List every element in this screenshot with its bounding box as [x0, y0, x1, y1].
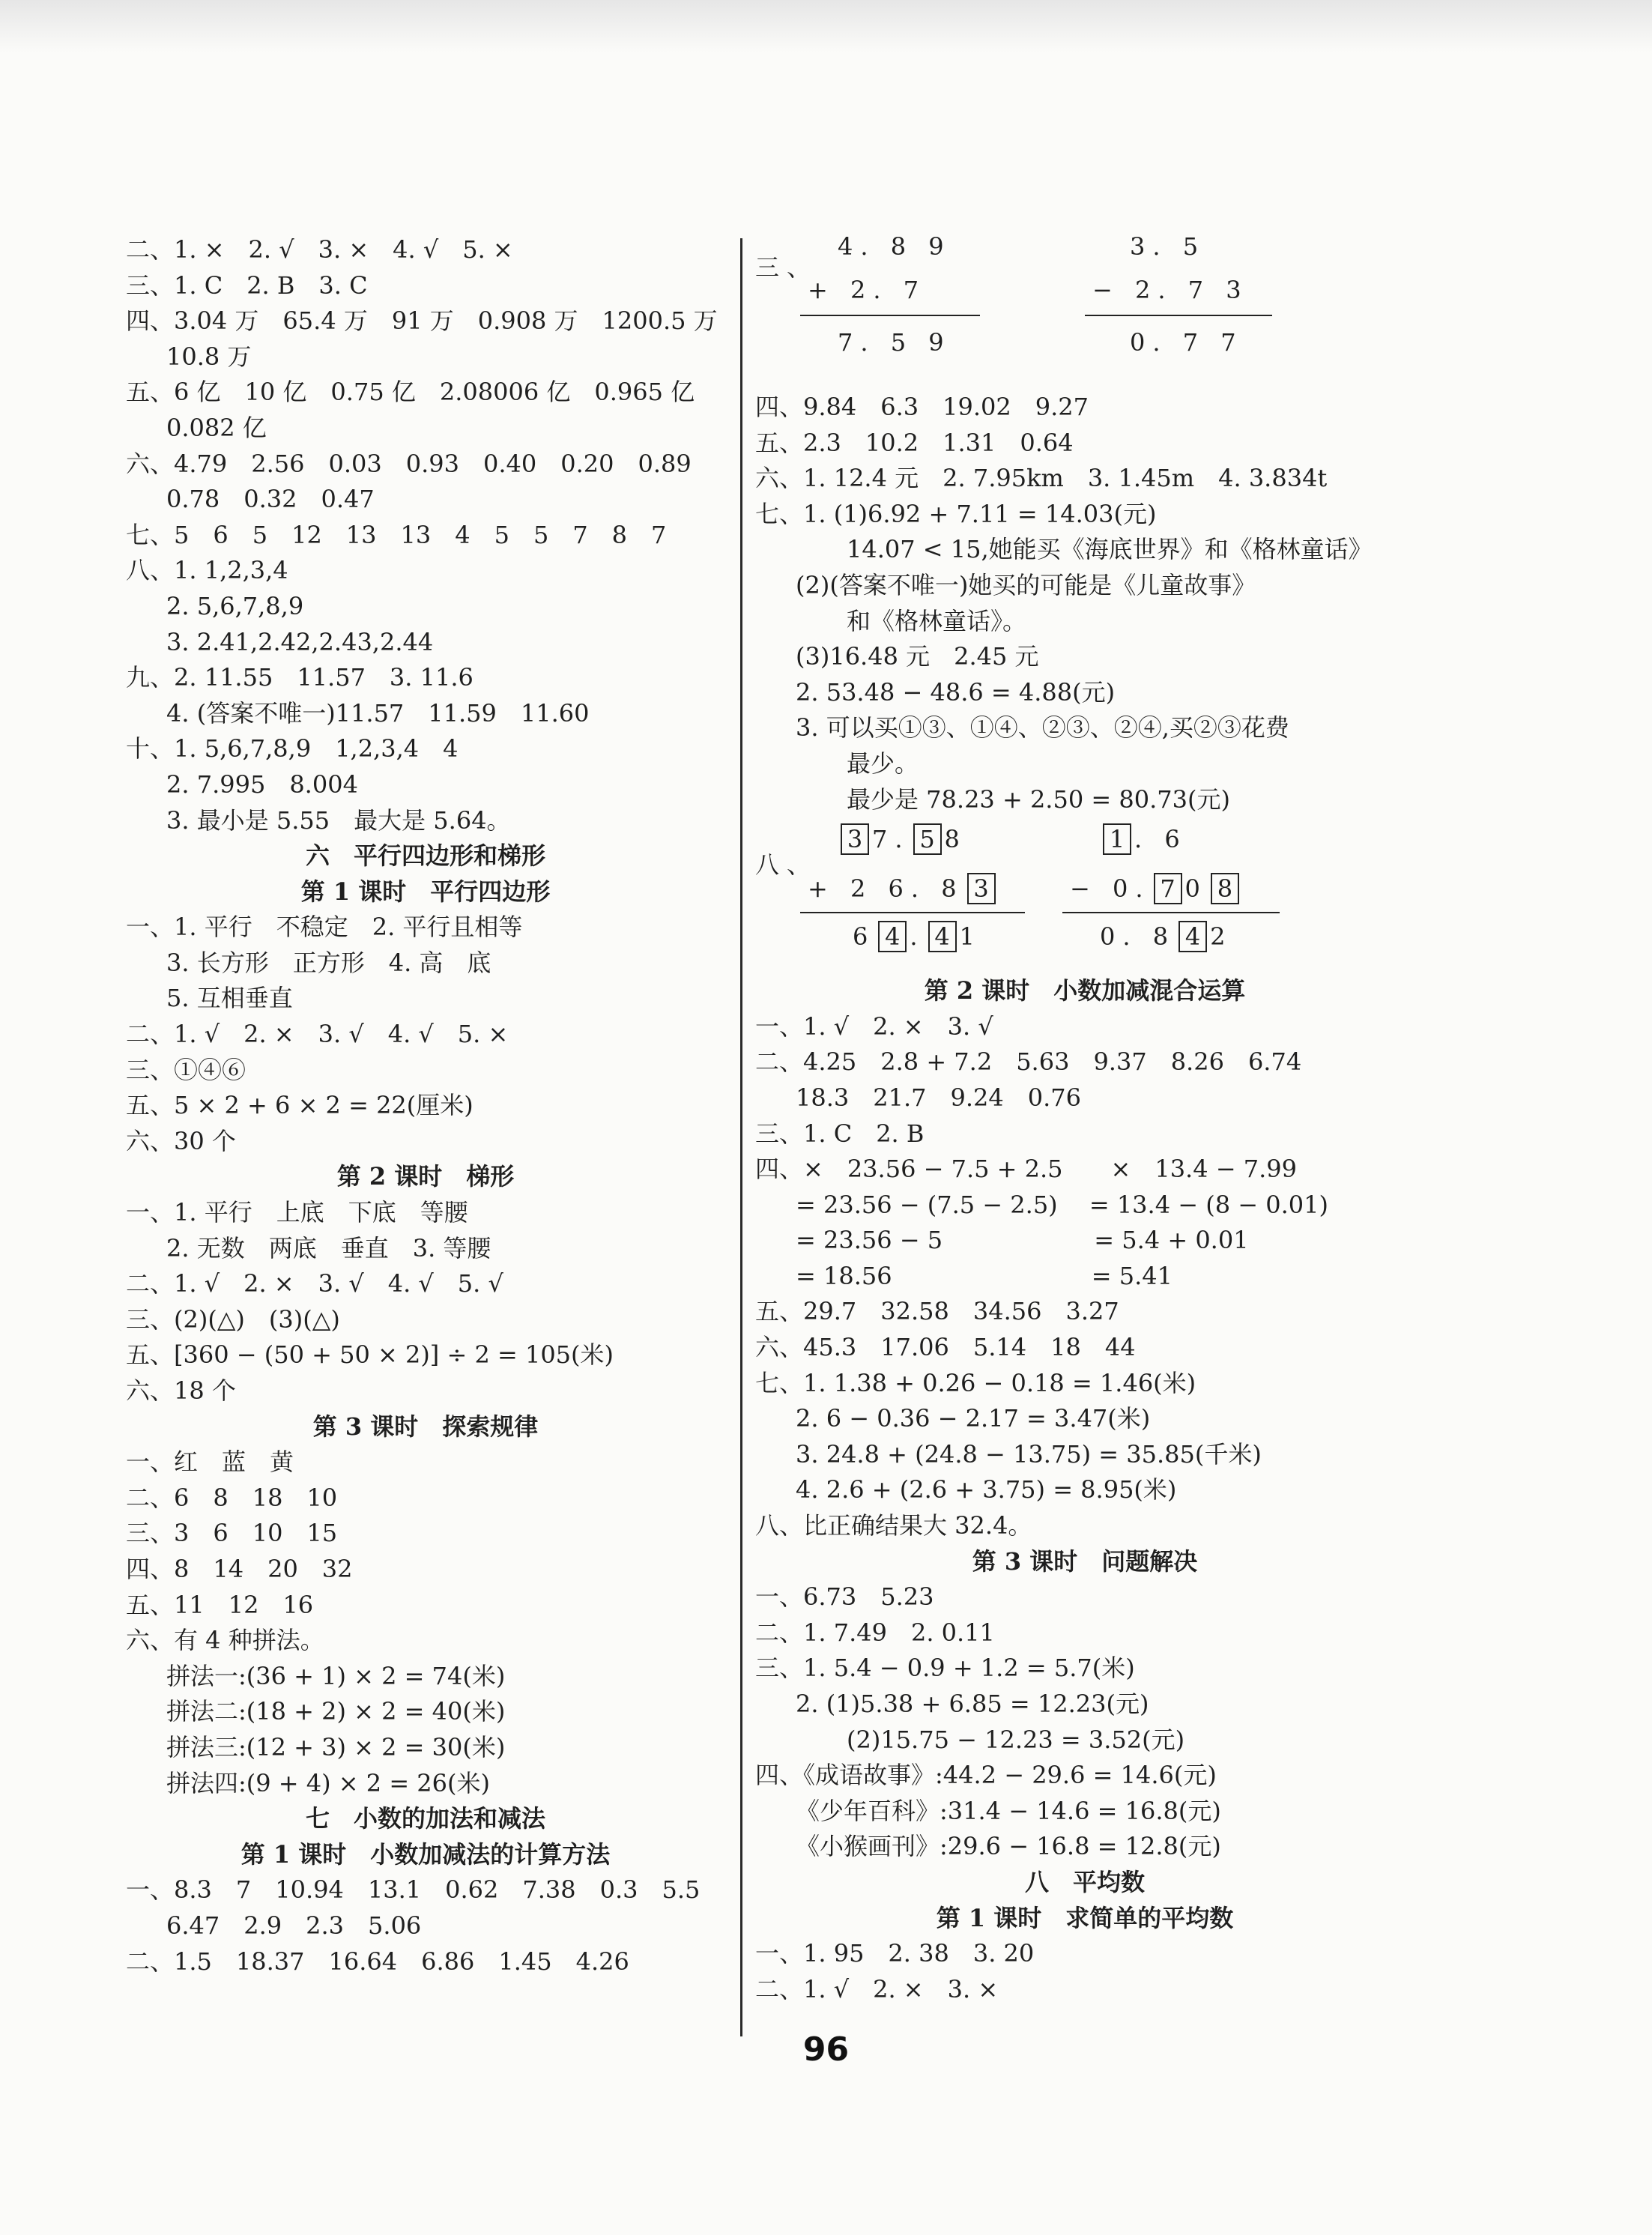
answer-line: 4. 2.6 + (2.6 + 3.75) = 8.95(米) — [796, 1475, 1177, 1504]
answer-line: 一、1. 平行 不稳定 2. 平行且相等 — [126, 913, 523, 942]
blank-box: 3 — [967, 873, 996, 904]
answer-line: 一、8.3 7 10.94 13.1 0.62 7.38 0.3 5.5 — [126, 1875, 701, 1905]
answer-line: 2. 6 − 0.36 − 2.17 = 3.47(米) — [796, 1404, 1151, 1433]
answer-line: 3. 长方形 正方形 4. 高 底 — [166, 948, 491, 977]
calc-a-result: 7. 5 9 — [838, 328, 951, 357]
answer-line: 六、30 个 — [126, 1126, 236, 1155]
page-top-shadow — [0, 0, 1652, 52]
calc2-a-res-mid: . — [910, 922, 925, 952]
blank-box: 3 — [841, 823, 869, 855]
answer-line: 七、1. (1)6.92 + 7.11 = 14.03(元) — [755, 499, 1157, 528]
calc2-a-op-text: + 2 6. 8 — [808, 874, 964, 904]
calc2-b-res-post: 2 — [1210, 922, 1233, 952]
section-heading: 第 3 课时 问题解决 — [972, 1546, 1198, 1576]
answer-line: 拼法四:(9 + 4) × 2 = 26(米) — [166, 1768, 490, 1797]
section-heading: 第 2 课时 小数加减混合运算 — [924, 976, 1246, 1005]
blank-box: 8 — [1211, 873, 1239, 904]
answer-line: 拼法二:(18 + 2) × 2 = 40(米) — [166, 1697, 506, 1726]
answer-line: 3. 2.41,2.42,2.43,2.44 — [166, 627, 434, 656]
blank-box: 5 — [913, 823, 942, 855]
calc-a-op: + 2. 7 — [808, 276, 927, 304]
answer-line: 六、4.79 2.56 0.03 0.93 0.40 0.20 0.89 — [126, 449, 692, 478]
calc2-b-bar — [1062, 912, 1280, 913]
answer-line: 十、1. 5,6,7,8,9 1,2,3,4 4 — [126, 734, 459, 763]
answer-line: 三、1. 5.4 − 0.9 + 1.2 = 5.7(米) — [755, 1654, 1135, 1683]
answer-line: 二、4.25 2.8 + 7.2 5.63 9.37 8.26 6.74 — [755, 1047, 1302, 1077]
calc2-a-top — [838, 823, 967, 855]
answer-line: 七、1. 1.38 + 0.26 − 0.18 = 1.46(米) — [755, 1368, 1196, 1397]
calc-a-top: 4. 8 9 — [838, 232, 951, 261]
answer-line: 一、6.73 5.23 — [755, 1582, 934, 1612]
answer-line: 18.3 21.7 9.24 0.76 — [796, 1083, 1082, 1112]
calc2-b-res-pre: 0. 8 — [1100, 922, 1176, 952]
answer-line: 八、1. 1,2,3,4 — [126, 556, 288, 585]
answer-line: 五、11 12 16 — [126, 1590, 314, 1619]
answer-line: 四、9.84 6.3 19.02 9.27 — [755, 393, 1089, 421]
section-heading: 六 平行四边形和梯形 — [305, 841, 545, 871]
answer-line: 三、1. C 2. B 3. C — [126, 270, 368, 300]
answer-line: 二、1. × 2. √ 3. × 4. √ 5. × — [126, 235, 513, 264]
answer-line: 2. (1)5.38 + 6.85 = 12.23(元) — [796, 1690, 1149, 1718]
calc-b-top: 3. 5 — [1130, 232, 1206, 261]
calc-a-bar — [800, 315, 980, 316]
answer-line: 三、3 6 10 15 — [126, 1519, 338, 1548]
answer-line: 4. (答案不唯一)11.57 11.59 11.60 — [166, 698, 590, 728]
right-column — [755, 232, 1415, 2007]
answer-line: 五、29.7 32.58 34.56 3.27 — [755, 1297, 1119, 1326]
answer-line: 四、《成语故事》:44.2 − 29.6 = 14.6(元) — [755, 1761, 1217, 1790]
answer-line: 一、1. 95 2. 38 3. 20 — [755, 1939, 1035, 1968]
blank-box: 1 — [1103, 823, 1131, 855]
answer-line: 三、1. C 2. B — [755, 1119, 925, 1148]
calc2-a-result — [853, 921, 982, 952]
blank-box: 4 — [928, 921, 957, 952]
answer-line: 最少。 — [847, 748, 919, 778]
answer-line: 拼法一:(36 + 1) × 2 = 74(米) — [166, 1661, 506, 1690]
calc2-a-res-post: 1 — [959, 922, 982, 952]
answer-line: 10.8 万 — [166, 342, 252, 371]
column-divider — [740, 238, 742, 2036]
section-heading: 第 1 课时 小数加减法的计算方法 — [240, 1839, 611, 1869]
answer-line: 二、1. √ 2. × 3. √ 4. √ 5. √ — [126, 1269, 503, 1298]
answer-line: 3. 最小是 5.55 最大是 5.64。 — [166, 805, 511, 835]
blank-box: 4 — [878, 921, 907, 952]
answer-line: 二、1.5 18.37 16.64 6.86 1.45 4.26 — [126, 1947, 629, 1976]
answer-line: 八、比正确结果大 32.4。 — [755, 1511, 1032, 1540]
answer-line: 六、1. 12.4 元 2. 7.95km 3. 1.45m 4. 3.834t — [755, 464, 1328, 493]
answer-line: 五、5 × 2 + 6 × 2 = 22(厘米) — [126, 1091, 473, 1120]
section-heading: 第 1 课时 求简单的平均数 — [936, 1903, 1234, 1932]
blank-box: 7 — [1154, 873, 1182, 904]
answer-line: 3. 24.8 + (24.8 − 13.75) = 35.85(千米) — [796, 1439, 1262, 1469]
calc-label: 三、 — [755, 253, 819, 282]
answer-line: 四、3.04 万 65.4 万 91 万 0.908 万 1200.5 万 — [126, 306, 718, 336]
calc2-a-res-pre: 6 — [853, 922, 876, 952]
right-bottom-answers — [755, 973, 1415, 2007]
right-middle-answers — [755, 390, 1415, 817]
answer-line: 二、1. √ 2. × 3. √ 4. √ 5. × — [126, 1020, 509, 1049]
answer-line: 六、45.3 17.06 5.14 18 44 — [755, 1333, 1136, 1362]
answer-line: 一、1. √ 2. × 3. √ — [755, 1011, 993, 1041]
answer-line: 14.07 < 15,她能买《海底世界》和《格林童话》 — [847, 535, 1373, 564]
calc2-a-post: 8 — [944, 825, 967, 854]
calc2-b-post: . 6 — [1134, 825, 1187, 854]
answer-line: 2. 无数 两底 垂直 3. 等腰 — [166, 1233, 491, 1262]
calc-b-op: − 2. 7 3 — [1092, 276, 1249, 304]
calc2-b-op — [1070, 873, 1242, 904]
section-heading: 第 1 课时 平行四边形 — [300, 877, 551, 906]
answer-line: 六、18 个 — [126, 1376, 236, 1405]
answer-line: 四、8 14 20 32 — [126, 1554, 353, 1583]
answer-line: (2)(答案不唯一)她买的可能是《儿童故事》 — [796, 570, 1256, 599]
vertical-calculation-3 — [755, 232, 1415, 390]
answer-line: 3. 可以买①③、①④、②③、②④,买②③花费 — [796, 713, 1289, 743]
calc2-label: 八、 — [755, 850, 819, 880]
calc-b-bar — [1085, 315, 1272, 316]
answer-line: 0.78 0.32 0.47 — [166, 485, 375, 514]
section-heading: 八 平均数 — [1024, 1867, 1145, 1896]
calc2-b-mid: 0 — [1184, 874, 1208, 904]
answer-line: 四、× 23.56 − 7.5 + 2.5 × 13.4 − 7.99 — [755, 1155, 1297, 1184]
answer-line: 二、6 8 18 10 — [126, 1483, 338, 1512]
answer-line: (3)16.48 元 2.45 元 — [796, 642, 1039, 671]
answer-line: 2. 5,6,7,8,9 — [166, 591, 304, 620]
vertical-calculation-8 — [755, 823, 1415, 973]
answer-line: 拼法三:(12 + 3) × 2 = 30(米) — [166, 1732, 506, 1761]
answer-line: 九、2. 11.55 11.57 3. 11.6 — [126, 663, 473, 692]
blank-box: 4 — [1179, 921, 1207, 952]
left-column — [126, 232, 725, 1980]
calc2-b-op-text: − 0. — [1070, 874, 1151, 904]
section-heading: 七 小数的加法和减法 — [305, 1804, 545, 1833]
answer-line: 二、1. √ 2. × 3. × — [755, 1974, 999, 2003]
answer-line: 《少年百科》:31.4 − 14.6 = 16.8(元) — [796, 1796, 1221, 1825]
answer-line: 2. 53.48 − 48.6 = 4.88(元) — [796, 677, 1116, 707]
calc-b-result: 0. 7 7 — [1130, 328, 1244, 357]
answer-line: = 18.56 = 5.41 — [796, 1261, 1173, 1290]
calc2-a-op — [808, 873, 999, 904]
section-heading: 第 2 课时 梯形 — [336, 1162, 515, 1191]
answer-line: 七、5 6 5 12 13 13 4 5 5 7 8 7 — [126, 520, 667, 549]
answer-line: 五、2.3 10.2 1.31 0.64 — [755, 428, 1074, 457]
calc2-b-top — [1100, 823, 1187, 855]
section-heading: 第 3 课时 探索规律 — [312, 1412, 539, 1441]
answer-line: 六、有 4 种拼法。 — [126, 1626, 324, 1655]
answer-line: 2. 7.995 8.004 — [166, 769, 358, 799]
answer-line: = 23.56 − 5 = 5.4 + 0.01 — [796, 1226, 1249, 1255]
answer-line: 一、1. 平行 上底 下底 等腰 — [126, 1198, 468, 1227]
answer-line: 一、红 蓝 黄 — [126, 1448, 294, 1477]
answer-line: 五、6 亿 10 亿 0.75 亿 2.08006 亿 0.965 亿 — [126, 378, 695, 407]
answer-line: (2)15.75 − 12.23 = 3.52(元) — [847, 1725, 1185, 1754]
answer-line: 和《格林童话》。 — [847, 606, 1027, 635]
answer-line: 三、(2)(△) (3)(△) — [126, 1304, 340, 1334]
page-number: 96 — [802, 2030, 850, 2069]
answer-line: 5. 互相垂直 — [166, 984, 293, 1013]
answer-line: 二、1. 7.49 2. 0.11 — [755, 1618, 995, 1647]
calc2-b-result — [1100, 921, 1232, 952]
answer-line: 三、①④⑥ — [126, 1055, 246, 1084]
calc2-a-mid: 7. — [872, 825, 910, 854]
answer-line: = 23.56 − (7.5 − 2.5) = 13.4 − (8 − 0.01) — [796, 1190, 1328, 1219]
answer-line: 五、[360 − (50 + 50 × 2)] ÷ 2 = 105(米) — [126, 1340, 614, 1370]
answer-line: 最少是 78.23 + 2.50 = 80.73(元) — [847, 784, 1230, 814]
answer-line: 《小猴画刊》:29.6 − 16.8 = 12.8(元) — [796, 1832, 1221, 1861]
answer-line: 0.082 亿 — [166, 413, 267, 442]
calc2-a-bar — [800, 912, 1025, 913]
answer-line: 6.47 2.9 2.3 5.06 — [166, 1911, 422, 1940]
